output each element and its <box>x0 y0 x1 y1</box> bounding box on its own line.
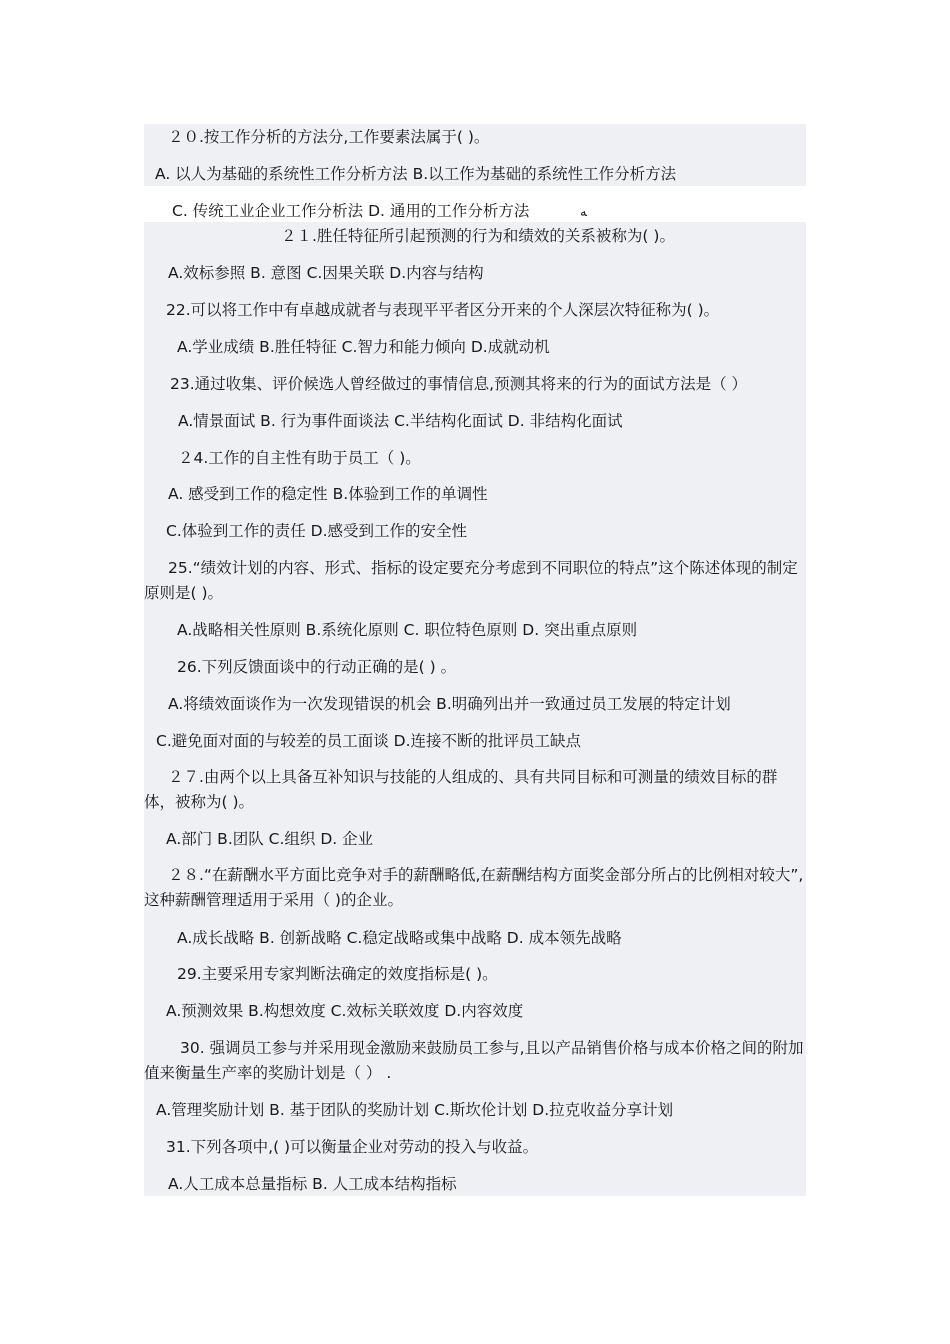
question-23-stem: 23.通过收集、评价候选人曾经做过的事情信息,预测其将来的行为的面试方法是（ ） <box>170 375 748 393</box>
question-31-options: A.人工成本总量指标 B. 人工成本结构指标 <box>168 1175 457 1193</box>
question-24-options: C.体验到工作的责任 D.感受到工作的安全性 <box>166 522 468 540</box>
question-20-stem: ２０.按工作分析的方法分,工作要素法属于( )。 <box>168 128 490 146</box>
question-26-options: A.将绩效面谈作为一次发现错误的机会 B.明确列出并一致通过员工发展的特定计划 <box>168 695 731 713</box>
question-24-options: A. 感受到工作的稳定性 B.体验到工作的单调性 <box>168 485 488 503</box>
question-31-stem: 31.下列各项中,( )可以衡量企业对劳动的投入与收益。 <box>166 1138 539 1156</box>
question-22-options: A.学业成绩 B.胜任特征 C.智力和能力倾向 D.成就动机 <box>177 338 550 356</box>
question-27-stem: ２７.由两个以上具备互补知识与技能的人组成的、具有共同目标和可测量的绩效目标的群体，被称为( )。 <box>144 768 778 811</box>
question-20-options: C. 传统工业企业工作分析法 D. 通用的工作分析方法 <box>172 202 530 220</box>
question-24-stem: ２4.工作的自主性有助于员工（ )。 <box>178 449 421 467</box>
question-25-stem: 25.“绩效计划的内容、形式、指标的设定要充分考虑到不同职位的特点”这个陈述体现的制定原则是( )。 <box>144 559 798 602</box>
question-29-stem: 29.主要采用专家判断法确定的效度指标是( )。 <box>177 965 498 983</box>
question-25-options: A.战略相关性原则 B.系统化原则 C. 职位特色原则 D. 突出重点原则 <box>177 621 638 639</box>
cursor-mark-icon: ﻪ <box>580 205 587 220</box>
question-30-options: A.管理奖励计划 B. 基于团队的奖励计划 C.斯坎伦计划 D.拉克收益分享计划 <box>156 1101 674 1119</box>
question-30-stem: 30. 强调员工参与并采用现金激励来鼓励员工参与,且以产品销售价格与成本价格之间的附加值来衡量生产率的奖励计划是（ ） . <box>144 1039 804 1082</box>
question-28-options: A.成长战略 B. 创新战略 C.稳定战略或集中战略 D. 成本领先战略 <box>177 929 622 947</box>
question-22-stem: 22.可以将工作中有卓越成就者与表现平平者区分开来的个人深层次特征称为( )。 <box>166 301 720 319</box>
question-26-stem: 26.下列反馈面谈中的行动正确的是( ) 。 <box>177 658 457 676</box>
question-26-options: C.避免面对面的与较差的员工面谈 D.连接不断的批评员工缺点 <box>156 732 582 750</box>
question-28-stem: ２８.“在薪酬水平方面比竞争对手的薪酬略低,在薪酬结构方面奖金部分所占的比例相对较大”,这种薪酬管理适用于采用（ )的企业。 <box>144 866 804 909</box>
question-20-options: A. 以人为基础的系统性工作分析方法 B.以工作为基础的系统性工作分析方法 <box>155 165 677 183</box>
question-27-options: A.部门 B.团队 C.组织 D. 企业 <box>166 830 374 848</box>
question-23-options: A.情景面试 B. 行为事件面谈法 C.半结构化面试 D. 非结构化面试 <box>178 412 623 430</box>
question-21-stem: ２１.胜任特征所引起预测的行为和绩效的关系被称为( )。 <box>281 227 675 245</box>
question-21-options: A.效标参照 B. 意图 C.因果关联 D.内容与结构 <box>168 264 484 282</box>
question-29-options: A.预测效果 B.构想效度 C.效标关联效度 D.内容效度 <box>166 1002 524 1020</box>
